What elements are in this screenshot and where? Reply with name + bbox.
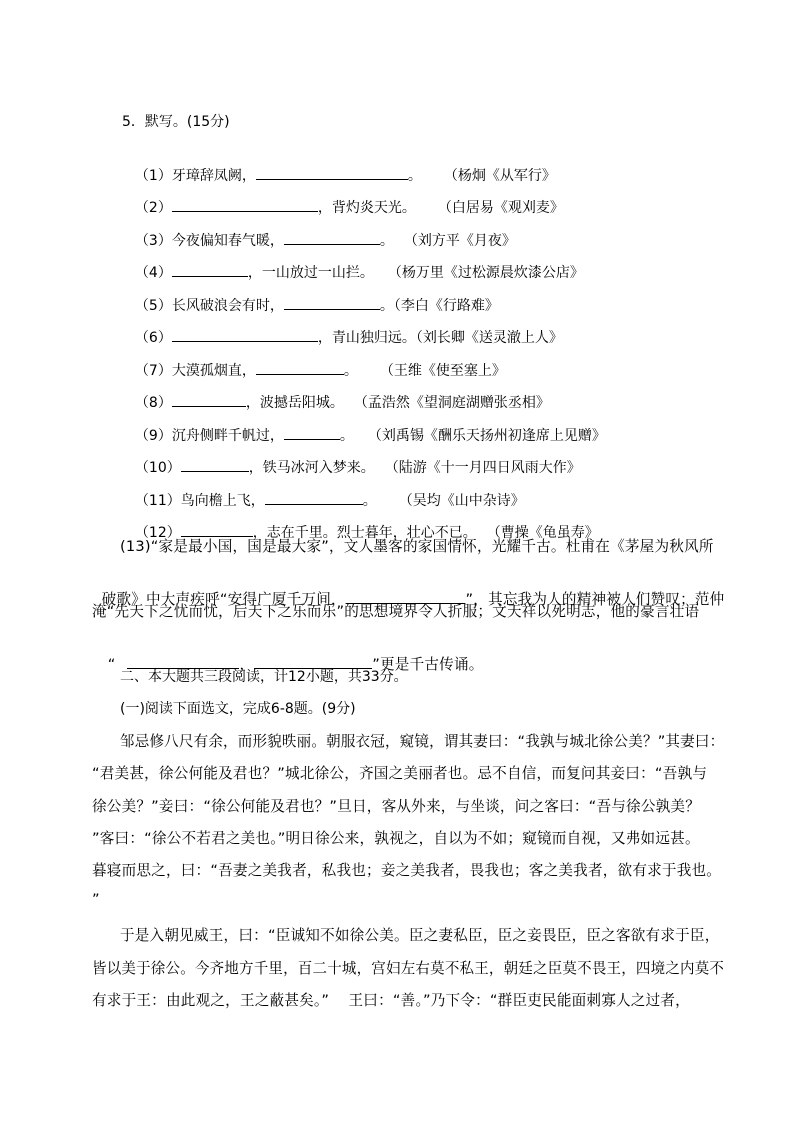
item-number: （7） xyxy=(134,363,172,379)
passage-line: ”客曰：“徐公不若君之美也。”明日徐公来，孰视之，自以为不如；窥镜而自视，又弗如远甚。 xyxy=(92,830,700,847)
item-number: （12） xyxy=(134,525,181,541)
passage-line: 于是入朝见威王，曰：“臣诚知不如徐公美。臣之妻私臣，臣之妾畏臣，臣之客欲有求于臣， xyxy=(120,927,720,944)
item-source: （杨万里《过松源晨炊漆公店》 xyxy=(387,265,584,281)
item-text: ，背灼炎天光。 xyxy=(317,200,416,216)
item-text: 。 xyxy=(379,233,394,249)
item-text: 。 xyxy=(407,168,422,184)
item-text: ，志在千里。烈士暮年，壮心不已。 xyxy=(252,525,477,541)
item-source: （白居易《观刈麦》 xyxy=(437,200,564,216)
item-text: 。 xyxy=(339,428,354,444)
item-source: （孟浩然《望洞庭湖赠张丞相》 xyxy=(353,395,550,411)
item-13-line-1: (13)“家是最小国，国是最大家”，文人墨客的家国情怀，光耀千古。杜甫在《茅屋为秋风所 xyxy=(120,538,714,555)
item-text: 大漠孤烟直， xyxy=(171,363,256,379)
item-text: ，青山独归远。（刘长卿《送灵澈上人》 xyxy=(317,330,563,346)
item-text: ，铁马冰河入梦来。 xyxy=(248,460,375,476)
item-text: ”更是千古传诵。 xyxy=(372,656,484,673)
item-number: （10） xyxy=(134,460,181,476)
item-number: （5） xyxy=(134,298,172,314)
item-text: 破歌》中大声疾呼“安得广厦千万间， xyxy=(101,591,346,608)
item-text: ，波撼岳阳城。 xyxy=(245,395,344,411)
item-number: （2） xyxy=(134,200,172,216)
passage-line: ” xyxy=(92,891,100,908)
reading-1-title: (一)阅读下面选文，完成6-8题。(9分) xyxy=(120,701,356,717)
item-text: 。 xyxy=(343,363,358,379)
item-number: （1） xyxy=(134,168,172,184)
item-text: 鸟向檐上飞， xyxy=(180,493,265,509)
item-number: （6） xyxy=(134,330,172,346)
item-13-line-3: 淹“先天下之忧而忧，后天下之乐而乐”的思想境界令人折服；文天祥以死明志，他的豪言壮语 xyxy=(92,603,700,620)
passage-line: 徐公美？”妾曰：“徐公何能及君也？”旦日，客从外来，与坐谈，问之客曰：“吾与徐公孰美？ xyxy=(92,798,701,815)
item-source: （刘禹锡《酬乐天扬州初逢席上见赠》 xyxy=(367,428,606,444)
item-source: （曹操《龟虽寿》 xyxy=(486,525,599,541)
passage-line: 有求于王：由此观之，王之蔽甚矣。” 王曰：“善。”乃下令：“群臣吏民能面刺寡人之过者， xyxy=(92,992,690,1009)
item-text: 牙璋辞凤阙， xyxy=(171,168,256,184)
item-text: 。 xyxy=(362,493,377,509)
item-text: ，一山放过一山拦。 xyxy=(247,265,374,281)
item-source: （陆游《十一月四日风雨大作》 xyxy=(384,460,581,476)
item-source: （王维《使至塞上》 xyxy=(379,363,506,379)
section-2-heading: 二、本大题共三段阅读，计12小题，共33分。 xyxy=(120,669,408,685)
item-number: （4） xyxy=(134,265,172,281)
item-source: （吴均《山中杂诗》 xyxy=(398,493,525,509)
item-text: ”，其忘我为人的精神被人们赞叹；范仲 xyxy=(465,591,725,608)
passage-line: 暮寝而思之，曰：“吾妻之美我者，私我也；妾之美我者，畏我也；客之美我者，欲有求于我也。 xyxy=(92,862,722,879)
item-text: “ xyxy=(107,656,116,673)
passage-line: “君美甚，徐公何能及君也？”城北徐公，齐国之美丽者也。忌不自信，而复问其妾曰：“吾孰与 xyxy=(92,765,708,782)
item-text: 今夜偏知春气暖， xyxy=(171,233,284,249)
passage-line: 邹忌修八尺有余，而形貌昳丽。朝服衣冠，窥镜，谓其妻曰：“我孰与城北徐公美？”其妻曰： xyxy=(120,733,725,750)
item-number: （11） xyxy=(134,493,181,509)
item-text: 长风破浪会有时， xyxy=(171,298,284,314)
item-text: 。（李白《行路难》 xyxy=(379,298,499,314)
item-text: ， xyxy=(239,656,255,673)
item-number: （3） xyxy=(134,233,172,249)
passage-line: 皆以美于徐公。今齐地方千里，百二十城，宫妇左右莫不私王，朝廷之臣莫不畏王，四境之内莫不 xyxy=(92,960,725,977)
question-5-title: 5．默写。(15分) xyxy=(122,114,230,130)
item-number: （8） xyxy=(134,395,172,411)
item-source: （杨炯《从军行》 xyxy=(443,168,556,184)
item-text: 沉舟侧畔千帆过， xyxy=(171,428,284,444)
item-number: （9） xyxy=(134,428,172,444)
answer-blank[interactable] xyxy=(181,522,253,537)
item-source: （刘方平《月夜》 xyxy=(403,233,516,249)
